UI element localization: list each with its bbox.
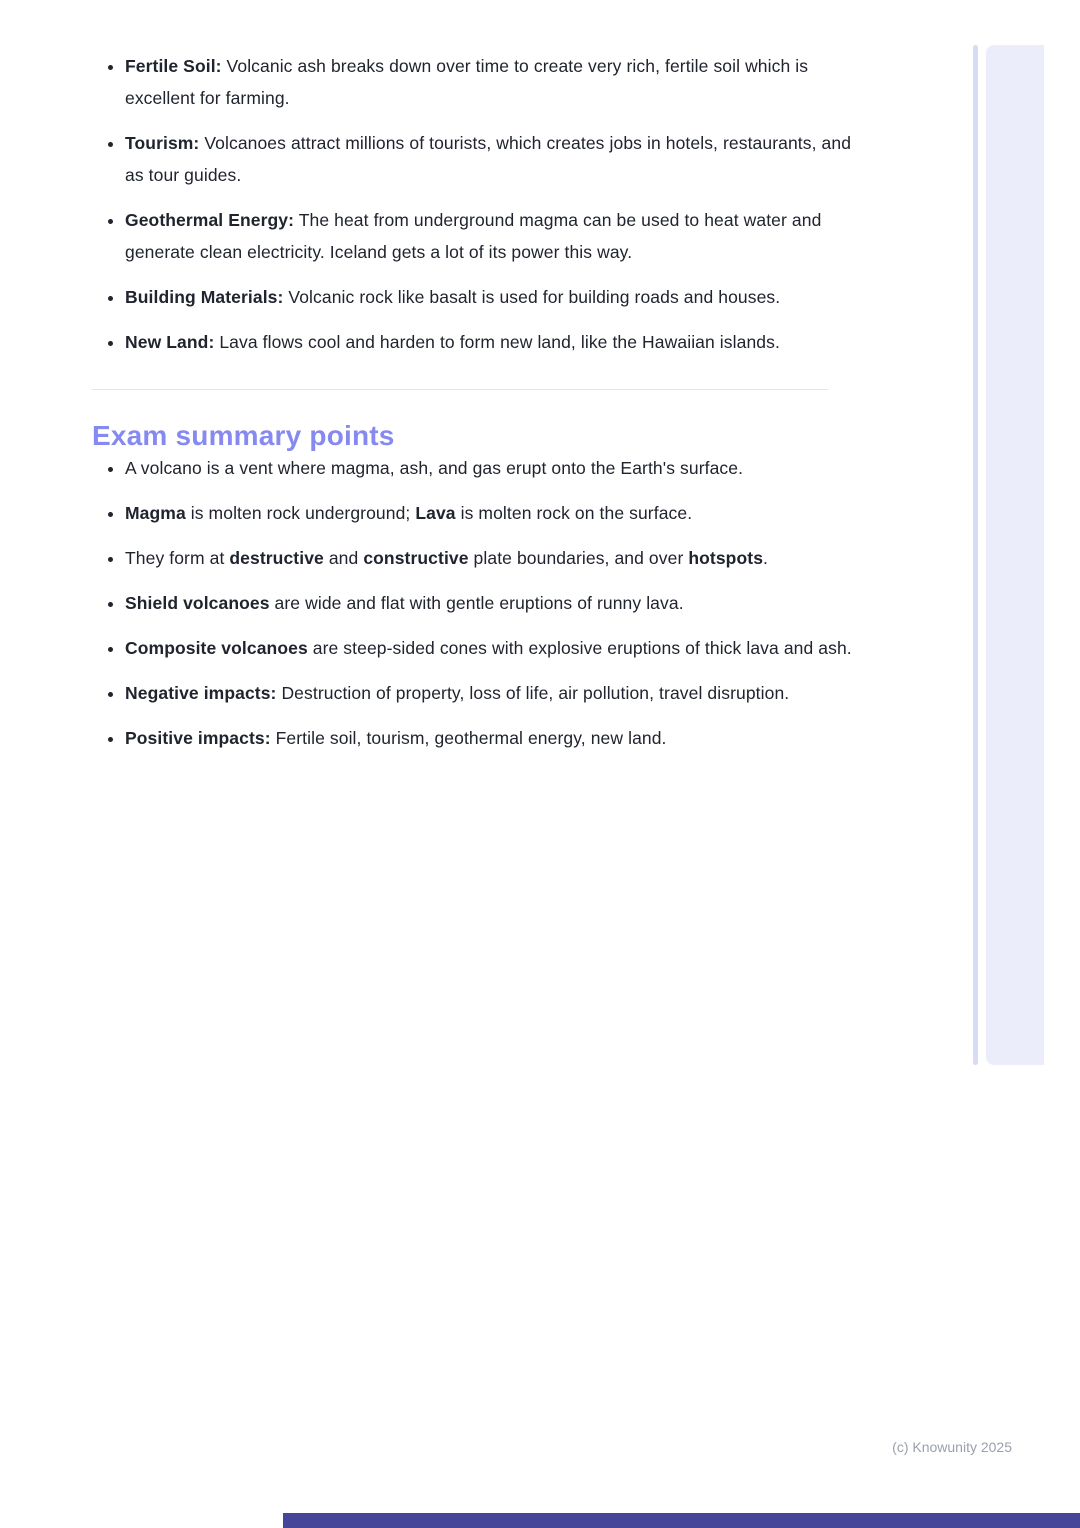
list-item	[125, 452, 854, 484]
list-item	[125, 632, 854, 664]
text-segment: Geothermal Energy:	[125, 210, 295, 230]
text-segment: Volcanic ash breaks down over time to create very rich, fertile soil which is excellent for farming.	[125, 56, 809, 108]
list-item	[125, 587, 854, 619]
text-segment: constructive	[363, 548, 469, 568]
text-segment: destructive	[229, 548, 324, 568]
text-segment: The heat from underground magma can be used to heat water and generate clean electricity. Iceland gets a lot of its power this way.	[125, 210, 822, 262]
list-item	[125, 204, 854, 268]
text-segment: Fertile soil, tourism, geothermal energy, new land.	[270, 728, 667, 748]
text-segment: Tourism:	[125, 133, 200, 153]
text-segment: .	[763, 548, 768, 568]
list-item	[125, 542, 854, 574]
text-segment: is molten rock on the surface.	[455, 503, 693, 523]
text-segment: Shield volcanoes	[125, 593, 270, 613]
list-item	[125, 722, 854, 754]
text-segment: Lava	[415, 503, 456, 523]
text-segment: and	[323, 548, 364, 568]
text-segment: Volcanoes attract millions of tourists, which creates jobs in hotels, restaurants, and as tour guides.	[125, 133, 852, 185]
text-segment: Magma	[125, 503, 186, 523]
text-segment: A volcano is a vent where magma, ash, and gas erupt onto the Earth's surface.	[125, 458, 744, 478]
list-item	[125, 677, 854, 709]
page-content	[92, 50, 854, 754]
text-segment: Fertile Soil:	[125, 56, 222, 76]
list-item	[125, 497, 854, 529]
text-segment: hotspots	[688, 548, 764, 568]
text-segment: Composite volcanoes	[125, 638, 308, 658]
list-item	[125, 50, 854, 114]
copyright-footer: (c) Knowunity 2025	[892, 1439, 1012, 1455]
list-item	[125, 127, 854, 191]
bottom-accent-bar	[283, 1513, 1080, 1528]
text-segment: New Land:	[125, 332, 215, 352]
text-segment: is molten rock underground;	[185, 503, 416, 523]
side-accent-line	[973, 45, 978, 1065]
list-item	[125, 326, 854, 358]
text-segment: Volcanic rock like basalt is used for building roads and houses.	[283, 287, 781, 307]
text-segment: are wide and flat with gentle eruptions of runny lava.	[269, 593, 684, 613]
text-segment: Building Materials:	[125, 287, 284, 307]
text-segment: They form at	[125, 548, 230, 568]
text-segment: Lava flows cool and harden to form new land, like the Hawaiian islands.	[214, 332, 780, 352]
text-segment: plate boundaries, and over	[468, 548, 689, 568]
list-item	[125, 281, 854, 313]
text-segment: Destruction of property, loss of life, air pollution, travel disruption.	[276, 683, 790, 703]
text-segment: are steep-sided cones with explosive eruptions of thick lava and ash.	[307, 638, 852, 658]
text-segment: Negative impacts:	[125, 683, 277, 703]
text-segment: Positive impacts:	[125, 728, 271, 748]
exam-summary-list	[92, 452, 854, 754]
exam-summary-heading: Exam summary points	[92, 420, 395, 451]
side-accent-bar	[986, 45, 1044, 1065]
section-divider	[92, 389, 828, 390]
positive-impacts-list	[92, 50, 854, 358]
